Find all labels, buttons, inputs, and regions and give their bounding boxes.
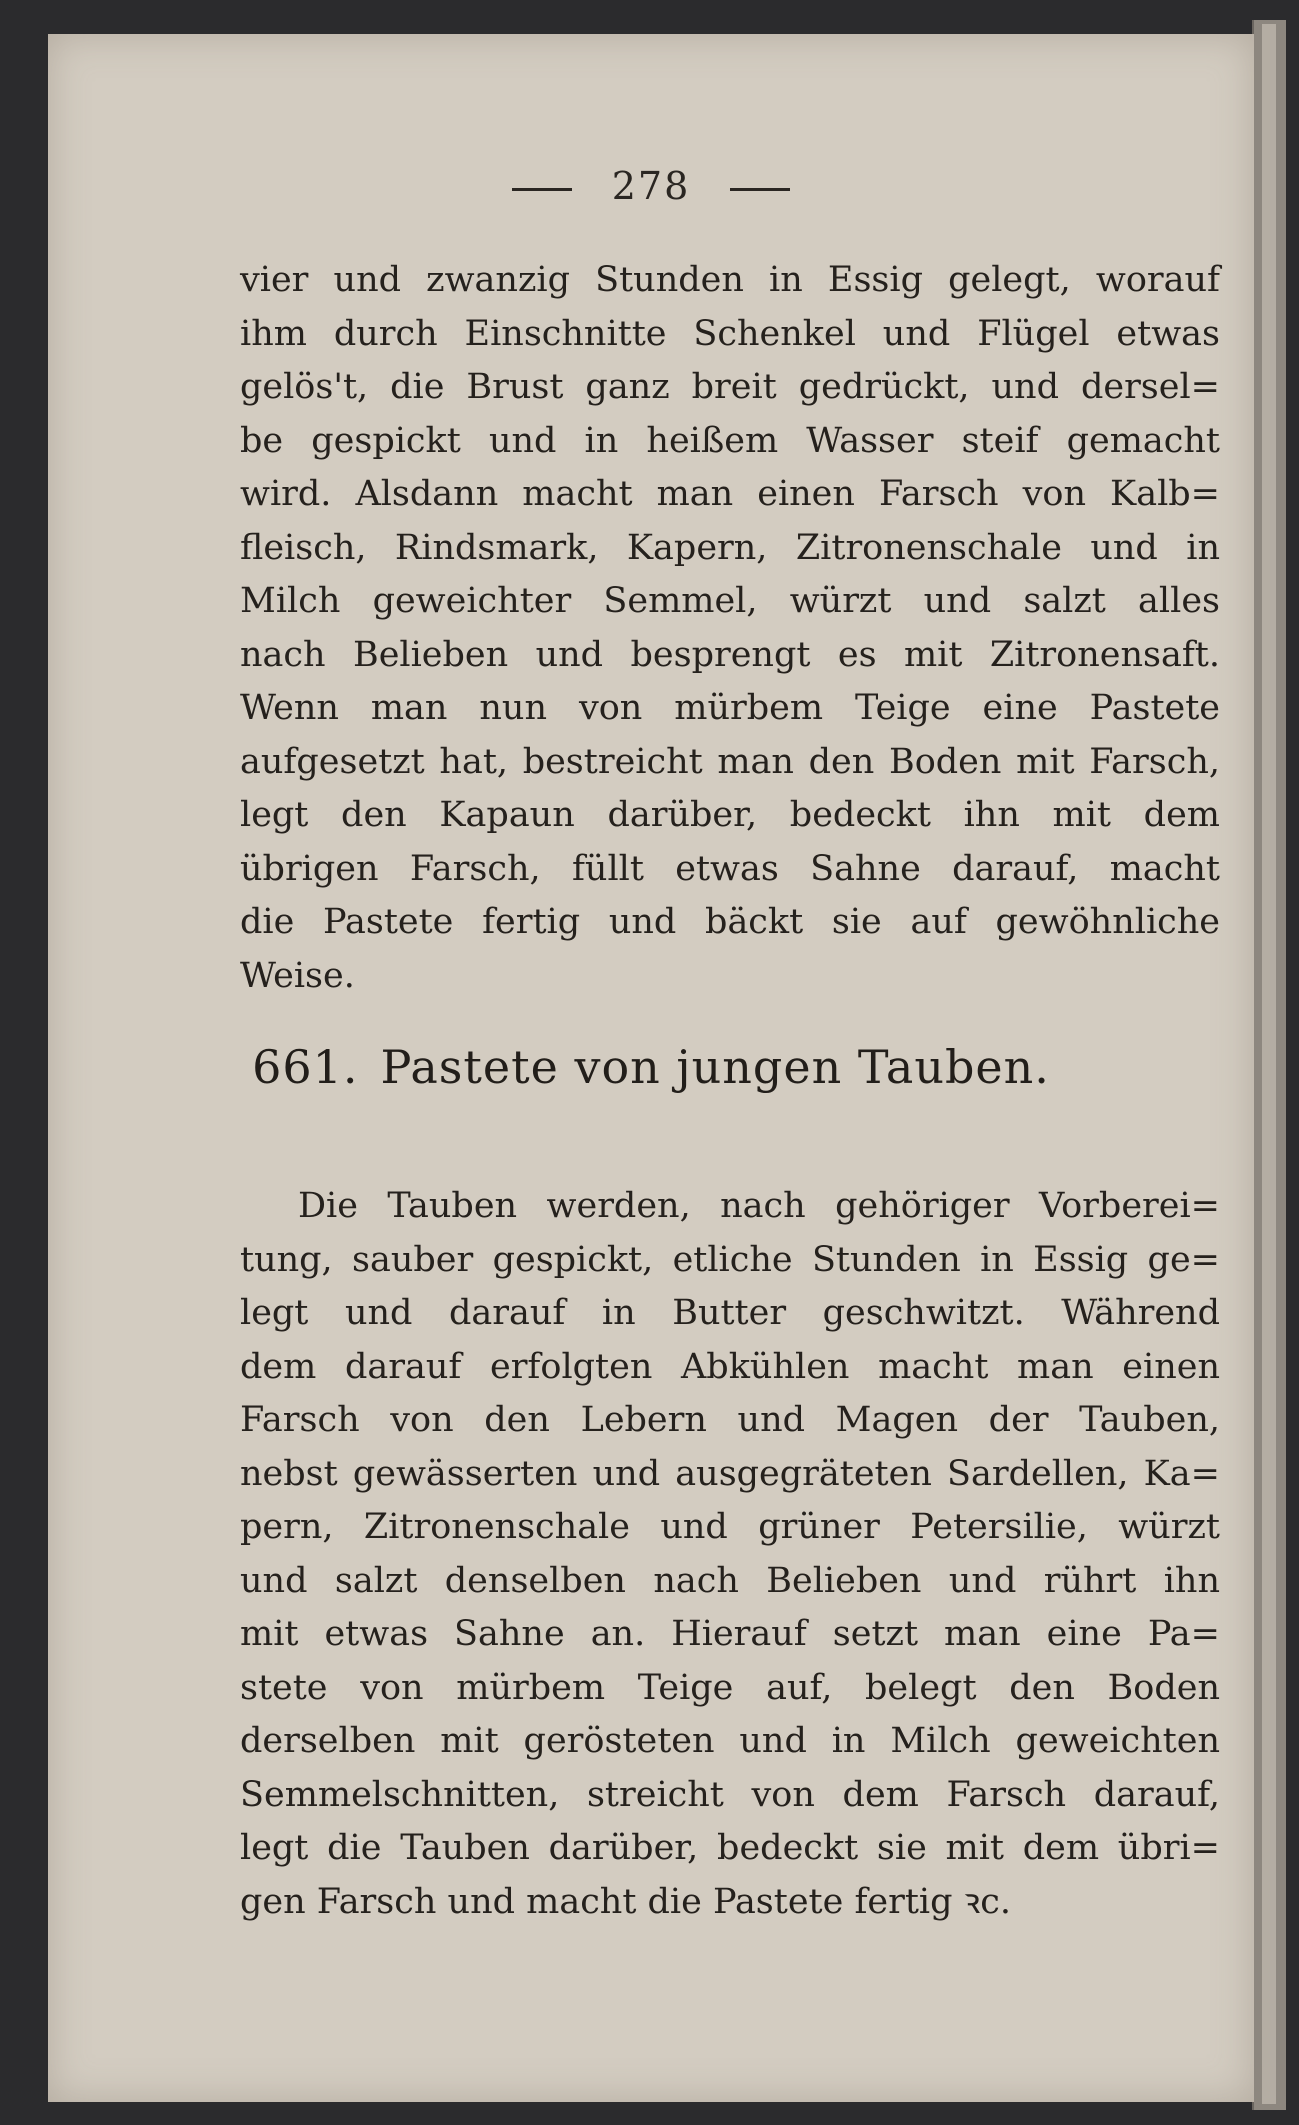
recipe-heading: [48, 1040, 1254, 1094]
text-line: legt den Kapaun darüber, bedeckt ihn mit dem: [240, 795, 1220, 835]
text-line: gelös't, die Brust ganz breit gedrückt, und dersel=: [240, 367, 1220, 407]
recipe-title: Pastete von jungen Tauben.: [380, 1040, 1050, 1094]
text-line: Milch geweichter Semmel, würzt und salzt alles: [240, 581, 1220, 621]
text-line: legt die Tauben darüber, bedeckt sie mit dem übri=: [240, 1828, 1220, 1868]
text-line: ihm durch Einschnitte Schenkel und Flügel etwas: [240, 313, 1220, 354]
page-edge-inner: [1262, 24, 1276, 2104]
text-line: legt und darauf in Butter geschwitzt. Während: [240, 1293, 1220, 1333]
text-line: nach Belieben und besprengt es mit Zitronensaft.: [240, 634, 1220, 675]
text-line: und salzt denselben nach Belieben und rührt ihn: [240, 1560, 1220, 1601]
recipe-number: 661.: [252, 1040, 359, 1094]
text-line: Die Tauben werden, nach gehöriger Vorberei=: [298, 1186, 1220, 1226]
text-line: vier und zwanzig Stunden in Essig gelegt, worauf: [240, 260, 1220, 300]
text-line: Weise.: [240, 955, 355, 996]
paragraph-continued: [240, 254, 1220, 1003]
text-line: pern, Zitronenschale und grüner Petersilie, würzt: [240, 1507, 1220, 1547]
text-line: be gespickt und in heißem Wasser steif gemacht: [240, 420, 1220, 461]
text-line: Semmelschnitten, streicht von dem Farsch darauf,: [240, 1774, 1220, 1815]
header-dash-right: [730, 188, 790, 191]
text-line: stete von mürbem Teige auf, belegt den Boden: [240, 1667, 1220, 1708]
recipe-paragraph: [240, 1180, 1220, 1929]
text-line: tung, sauber gespickt, etliche Stunden in Essig ge=: [240, 1239, 1220, 1280]
text-line: Wenn man nun von mürbem Teige eine Pastete: [240, 688, 1220, 728]
text-line: gen Farsch und macht die Pastete fertig ꝛc.: [240, 1881, 1011, 1922]
page-header: [48, 164, 1254, 208]
book-page: [48, 34, 1254, 2102]
text-line: Farsch von den Lebern und Magen der Tauben,: [240, 1400, 1220, 1440]
text-line: nebst gewässerten und ausgegräteten Sardellen, Ka=: [240, 1453, 1220, 1494]
page-number: 278: [611, 164, 691, 208]
text-line: mit etwas Sahne an. Hierauf setzt man eine Pa=: [240, 1614, 1220, 1654]
text-line: derselben mit gerösteten und in Milch geweichten: [240, 1721, 1220, 1761]
header-dash-left: [512, 188, 572, 191]
text-line: wird. Alsdann macht man einen Farsch von Kalb=: [240, 474, 1220, 514]
text-line: übrigen Farsch, füllt etwas Sahne darauf, macht: [240, 848, 1220, 889]
text-line: fleisch, Rindsmark, Kapern, Zitronenschale und in: [240, 527, 1220, 568]
text-line: die Pastete fertig und bäckt sie auf gewöhnliche: [240, 902, 1220, 942]
text-line: aufgesetzt hat, bestreicht man den Boden mit Farsch,: [240, 741, 1220, 782]
text-line: dem darauf erfolgten Abkühlen macht man einen: [240, 1346, 1220, 1387]
